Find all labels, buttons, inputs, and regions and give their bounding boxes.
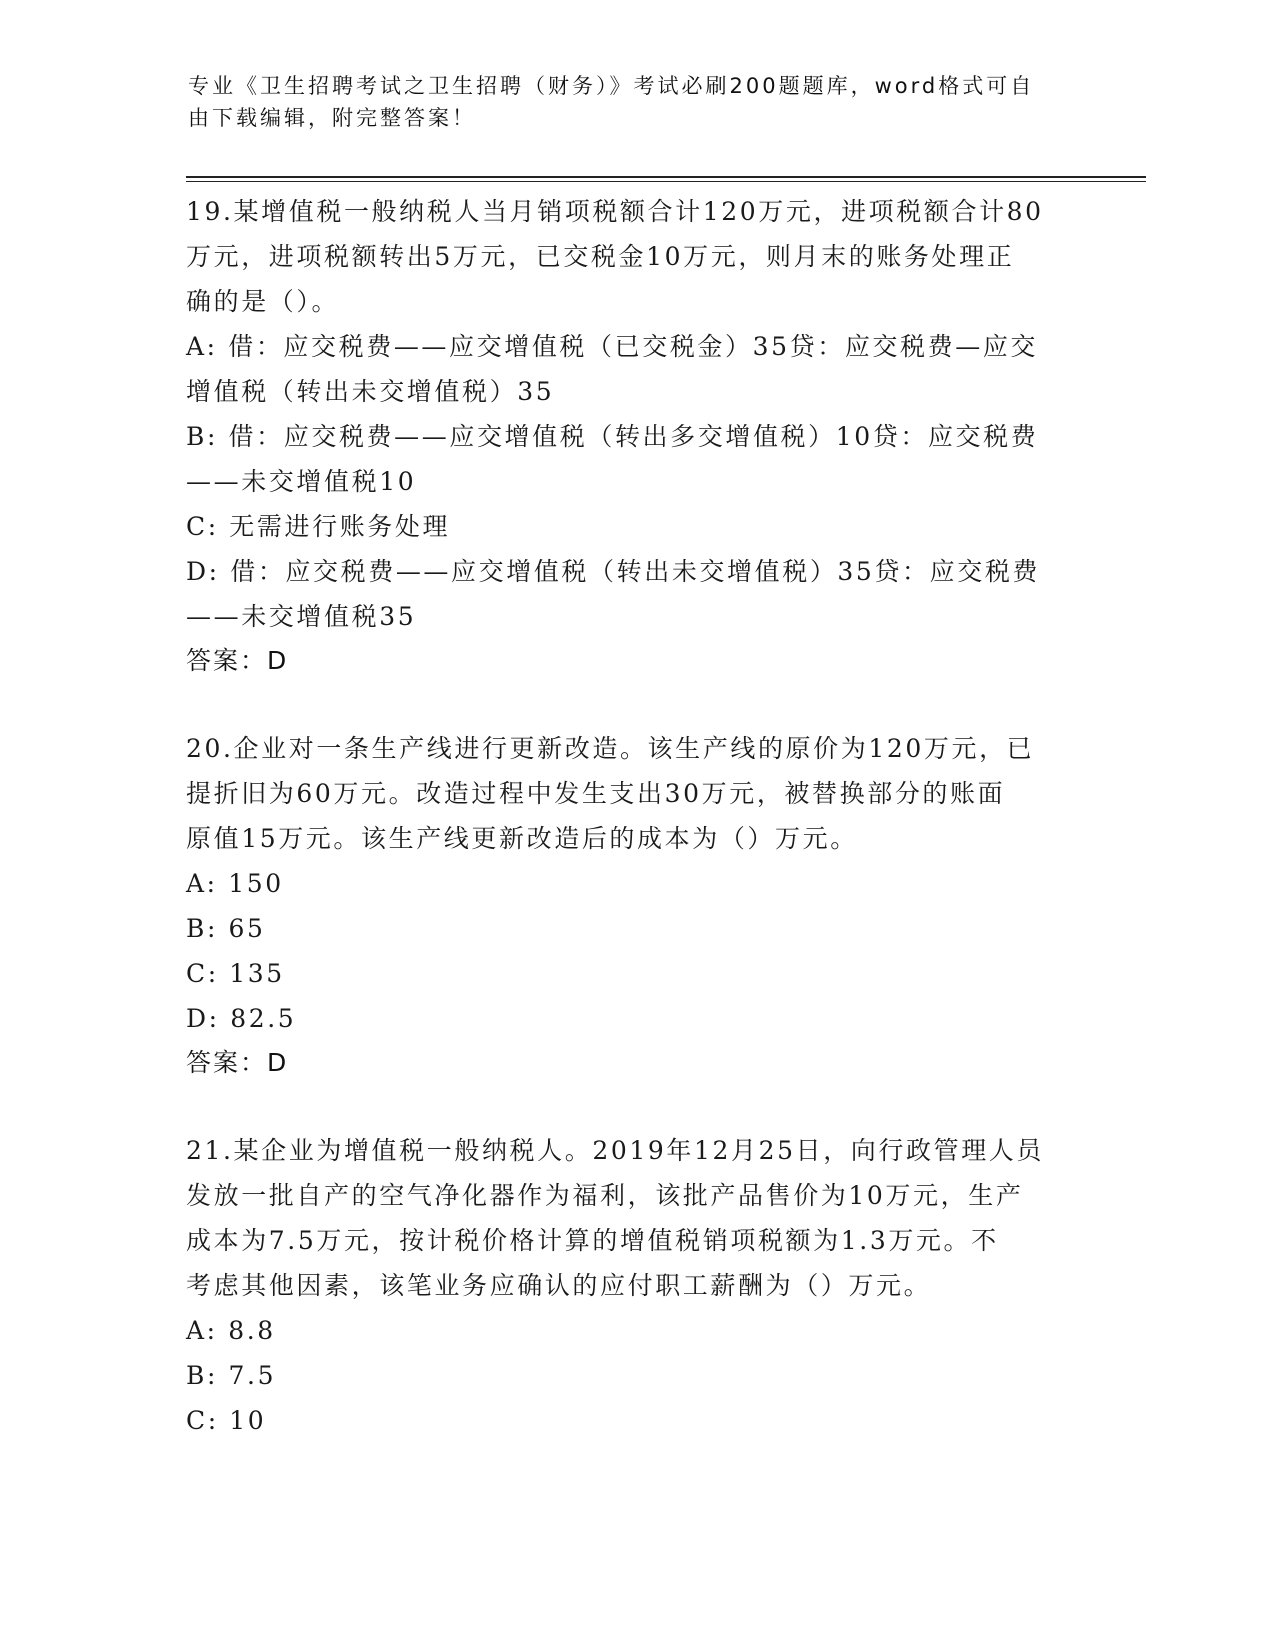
header-divider-thick	[186, 176, 1146, 178]
option-a: A: 8.8	[186, 1316, 276, 1345]
option-b: B: 7.5	[186, 1361, 277, 1390]
stem-line: 提折旧为60万元。改造过程中发生支出30万元，被替换部分的账面	[186, 779, 1006, 808]
question-20	[186, 726, 1086, 1084]
question-stem	[186, 1128, 1086, 1308]
option-a: A: 150	[186, 869, 284, 898]
answer: 答案：D	[186, 1048, 289, 1077]
option-c: C: 10	[186, 1406, 267, 1435]
option-d	[186, 549, 1086, 639]
stem-line: 20.企业对一条生产线进行更新改造。该生产线的原价为120万元，已	[186, 734, 1035, 763]
stem-line: 19.某增值税一般纳税人当月销项税额合计120万元，进项税额合计80	[186, 197, 1044, 226]
option-line: D: 借：应交税费——应交增值税（转出未交增值税）35贷：应交税费	[186, 557, 1041, 586]
stem-line: 21.某企业为增值税一般纳税人。2019年12月25日，向行政管理人员	[186, 1136, 1045, 1165]
option-b: B: 65	[186, 914, 266, 943]
option-a	[186, 324, 1086, 414]
option-line: ——未交增值税10	[186, 467, 417, 496]
header-line-1: 专业《卫生招聘考试之卫生招聘（财务）》考试必刷200题题库，word格式可自	[188, 74, 1035, 98]
question-spacer	[186, 682, 1086, 726]
option-b	[186, 414, 1086, 504]
question-stem	[186, 726, 1086, 861]
option-c: C: 135	[186, 959, 285, 988]
header-divider-thin	[186, 181, 1146, 182]
stem-line: 考虑其他因素，该笔业务应确认的应付职工薪酬为（）万元。	[186, 1271, 932, 1300]
option-d: D: 82.5	[186, 1004, 297, 1033]
answer: 答案：D	[186, 646, 289, 675]
question-19	[186, 189, 1086, 682]
option-line: A: 借：应交税费——应交增值税（已交税金）35贷：应交税费—应交	[186, 332, 1039, 361]
option-line: B: 借：应交税费——应交增值税（转出多交增值税）10贷：应交税费	[186, 422, 1039, 451]
question-21	[186, 1128, 1086, 1443]
stem-line: 成本为7.5万元，按计税价格计算的增值税销项税额为1.3万元。不	[186, 1226, 999, 1255]
option-line: C: 无需进行账务处理	[186, 512, 451, 541]
option-line: 增值税（转出未交增值税）35	[186, 377, 555, 406]
question-spacer	[186, 1084, 1086, 1128]
stem-line: 发放一批自产的空气净化器作为福利，该批产品售价为10万元，生产	[186, 1181, 1024, 1210]
question-list	[186, 189, 1086, 1443]
option-c	[186, 504, 1086, 549]
header-line-2: 由下载编辑，附完整答案！	[188, 106, 476, 130]
option-line: ——未交增值税35	[186, 602, 417, 631]
stem-line: 万元，进项税额转出5万元，已交税金10万元，则月末的账务处理正	[186, 242, 1015, 271]
stem-line: 原值15万元。该生产线更新改造后的成本为（）万元。	[186, 824, 858, 853]
question-stem	[186, 189, 1086, 324]
stem-line: 确的是（）。	[186, 287, 340, 316]
document-header	[188, 70, 1068, 134]
